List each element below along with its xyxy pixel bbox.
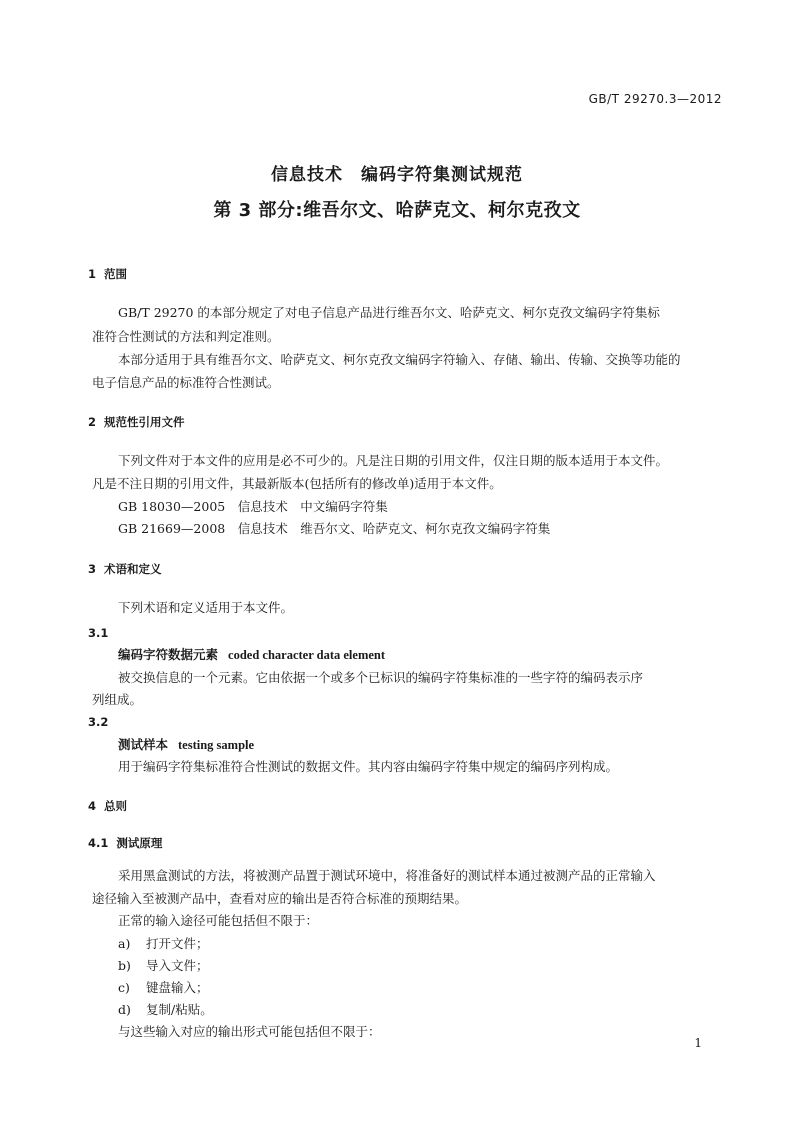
section-number: 4 <box>88 799 97 813</box>
list-marker: b) <box>118 958 131 973</box>
term-definition: 被交换信息的一个元素。它由依据一个或多个已标识的编码字符集标准的一些字符的编码表示序 <box>118 670 644 685</box>
term-number: 3.2 <box>88 715 109 729</box>
paragraph-line: GB/T 29270 的本部分规定了对电子信息产品进行维吾尔文、哈萨克文、柯尔克孜文编码字符集标 <box>118 305 660 320</box>
section-title: 总则 <box>104 799 128 813</box>
section-title: 规范性引用文件 <box>104 415 185 429</box>
subsection-4-1-heading <box>88 835 162 851</box>
list-item <box>118 980 209 996</box>
paragraph-line: 电子信息产品的标准符合性测试。 <box>92 375 280 390</box>
reference-item: GB 18030—2005 信息技术 中文编码字符集 <box>118 499 388 514</box>
paragraph-line: 与这些输入对应的输出形式可能包括但不限于： <box>118 1024 381 1039</box>
term-definition: 用于编码字符集标准符合性测试的数据文件。其内容由编码字符集中规定的编码序列构成。 <box>118 759 619 774</box>
term-chinese: 编码字符数据元素 <box>118 647 219 662</box>
paragraph-line: 正常的输入途径可能包括但不限于： <box>118 913 319 928</box>
list-marker: a) <box>118 936 131 951</box>
paragraph-line: 下列文件对于本文件的应用是必不可少的。凡是注日期的引用文件，仅注日期的版本适用于本文件。 <box>118 453 669 468</box>
subsection-title: 测试原理 <box>116 836 163 850</box>
document-title-line1: 信息技术 编码字符集测试规范 <box>271 165 523 185</box>
subsection-number: 4.1 <box>88 836 109 850</box>
list-item-text: 键盘输入； <box>146 980 209 995</box>
reference-item: GB 21669—2008 信息技术 维吾尔文、哈萨克文、柯尔克孜文编码字符集 <box>118 521 551 536</box>
standard-number: GB/T 29270.3—2012 <box>588 92 722 106</box>
section-4-heading <box>88 798 127 814</box>
list-marker: c) <box>118 980 130 995</box>
list-item-text: 导入文件； <box>146 958 209 973</box>
paragraph-line: 途径输入至被测产品中，查看对应的输出是否符合标准的预期结果。 <box>92 891 468 906</box>
term-heading <box>118 647 385 663</box>
list-item <box>118 936 209 952</box>
paragraph-line: 本部分适用于具有维吾尔文、哈萨克文、柯尔克孜文编码字符输入、存储、输出、传输、交换等功能的 <box>118 352 681 367</box>
term-chinese: 测试样本 <box>118 737 169 752</box>
list-item-text: 打开文件； <box>146 936 209 951</box>
term-english: coded character data element <box>228 648 386 662</box>
section-3-heading <box>88 561 162 577</box>
paragraph-line: 准符合性测试的方法和判定准则。 <box>92 329 280 344</box>
section-number: 2 <box>88 415 97 429</box>
section-number: 1 <box>88 267 97 281</box>
list-item <box>118 1002 213 1018</box>
paragraph-line: 采用黑盒测试的方法，将被测产品置于测试环境中，将准备好的测试样本通过被测产品的正常输入 <box>118 868 656 883</box>
term-heading <box>118 737 254 753</box>
section-number: 3 <box>88 562 97 576</box>
document-title-line2: 第 3 部分:维吾尔文、哈萨克文、柯尔克孜文 <box>213 200 581 221</box>
paragraph-line: 凡是不注日期的引用文件，其最新版本(包括所有的修改单)适用于本文件。 <box>92 476 502 491</box>
section-title: 术语和定义 <box>104 562 162 576</box>
list-marker: d) <box>118 1002 131 1017</box>
term-number: 3.1 <box>88 626 109 640</box>
section-2-heading <box>88 414 185 430</box>
paragraph-line: 下列术语和定义适用于本文件。 <box>118 600 294 615</box>
page-number: 1 <box>694 1036 702 1050</box>
section-title: 范围 <box>104 267 128 281</box>
list-item-text: 复制/粘贴。 <box>146 1002 213 1017</box>
section-1-heading <box>88 266 127 282</box>
list-item <box>118 958 209 974</box>
term-definition: 列组成。 <box>92 692 143 707</box>
term-english: testing sample <box>178 738 255 752</box>
